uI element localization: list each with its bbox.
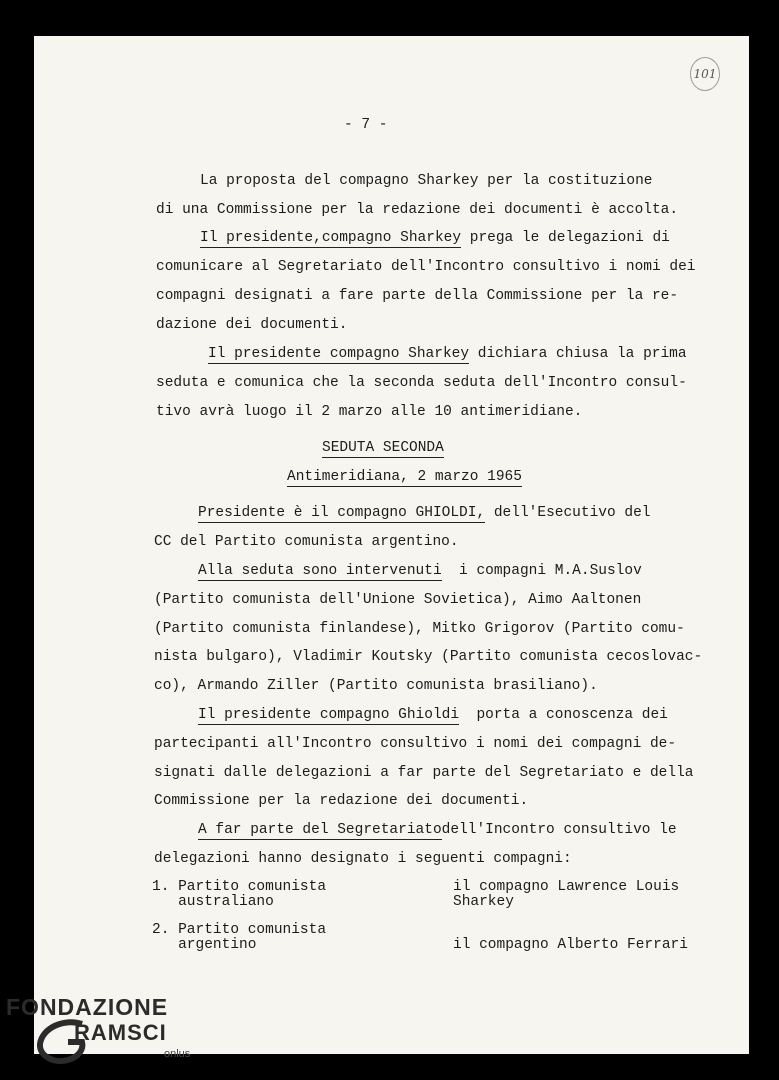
- paragraph-1-line-2: di una Commissione per la redazione dei documenti è accolta.: [156, 202, 679, 218]
- paragraph-1-line-1: La proposta del compagno Sharkey per la costituzione: [200, 173, 653, 189]
- session-heading-text: SEDUTA SECONDA: [322, 440, 444, 456]
- list-item-1-party-line-2: australiano: [152, 894, 274, 910]
- paragraph-5-line-3: (Partito comunista finlandese), Mitko Grigorov (Partito comu-: [154, 621, 685, 637]
- fondazione-gramsci-watermark: [6, 994, 196, 1066]
- folio-stamp: [690, 57, 720, 91]
- paragraph-5-line-5: co), Armando Ziller (Partito comunista brasiliano).: [154, 678, 598, 694]
- text-run: i compagni M.A.Suslov: [441, 563, 642, 579]
- underlined-speaker: Alla seduta sono intervenuti: [198, 563, 442, 579]
- paragraph-4-line-2: CC del Partito comunista argentino.: [154, 534, 459, 550]
- list-item-1-member-line-2: Sharkey: [453, 894, 514, 910]
- paragraph-5-line-2: (Partito comunista dell'Unione Sovietica), Aimo Aaltonen: [154, 592, 642, 608]
- text-run: dichiara chiusa la prima: [469, 346, 687, 362]
- underlined-speaker: Il presidente compagno Ghioldi: [198, 707, 460, 723]
- text-run: porta a conoscenza dei: [459, 707, 668, 723]
- paragraph-6-line-3: signati dalle delegazioni a far parte del Segretariato e della: [154, 765, 694, 781]
- session-date-text: Antimeridiana, 2 marzo 1965: [287, 469, 522, 485]
- paragraph-2-line-2: comunicare al Segretariato dell'Incontro consultivo i nomi dei: [156, 259, 696, 275]
- underlined-speaker: Presidente è il compagno GHIOLDI,: [198, 505, 486, 521]
- list-item-1-party-line-1: 1. Partito comunista: [152, 879, 327, 895]
- list-item-1-member-line-1: il compagno Lawrence Louis: [453, 879, 680, 895]
- list-item-2-party-line-1: 2. Partito comunista: [152, 922, 327, 938]
- session-heading: [322, 439, 444, 457]
- underlined-speaker: Il presidente compagno Sharkey: [208, 346, 470, 362]
- paragraph-3-line-1: [208, 345, 687, 363]
- paragraph-7-line-1: [198, 821, 677, 839]
- paragraph-3-line-3: tivo avrà luogo il 2 marzo alle 10 antimeridiane.: [156, 404, 583, 420]
- list-item-2-member-line-2: il compagno Alberto Ferrari: [453, 937, 688, 953]
- session-date: [287, 468, 522, 486]
- text-run: dell'Esecutivo del: [485, 505, 651, 521]
- paragraph-4-line-1: [198, 504, 650, 522]
- underlined-speaker: A far parte del Segretariato: [198, 822, 442, 838]
- folio-number: 101: [693, 67, 717, 81]
- paragraph-2-line-3: compagni designati a fare parte della Commissione per la re-: [156, 288, 679, 304]
- paragraph-2-line-1: [200, 229, 670, 247]
- paragraph-6-line-4: Commissione per la redazione dei documenti.: [154, 793, 529, 809]
- text-run: dell'Incontro consultivo le: [441, 822, 677, 838]
- paragraph-6-line-2: partecipanti all'Incontro consultivo i nomi dei compagni de-: [154, 736, 677, 752]
- list-item-2-party-line-2: argentino: [152, 937, 257, 953]
- paragraph-3-line-2: seduta e comunica che la seconda seduta dell'Incontro consul-: [156, 375, 687, 391]
- underlined-speaker: Il presidente,compagno Sharkey: [200, 230, 462, 246]
- watermark-onlus: onlus: [164, 1048, 191, 1060]
- paragraph-2-line-4: dazione dei documenti.: [156, 317, 348, 333]
- text-run: prega le delegazioni di: [461, 230, 670, 246]
- paragraph-6-line-1: [198, 706, 668, 724]
- watermark-line-2: RAMSCI: [74, 1020, 167, 1045]
- paragraph-5-line-4: nista bulgaro), Vladimir Koutsky (Partito comunista cecoslovac-: [154, 649, 703, 665]
- paragraph-7-line-2: delegazioni hanno designato i seguenti compagni:: [154, 851, 572, 867]
- page-number: - 7 -: [344, 117, 388, 133]
- paragraph-5-line-1: [198, 562, 642, 580]
- watermark-line-1: FONDAZIONE: [6, 994, 169, 1020]
